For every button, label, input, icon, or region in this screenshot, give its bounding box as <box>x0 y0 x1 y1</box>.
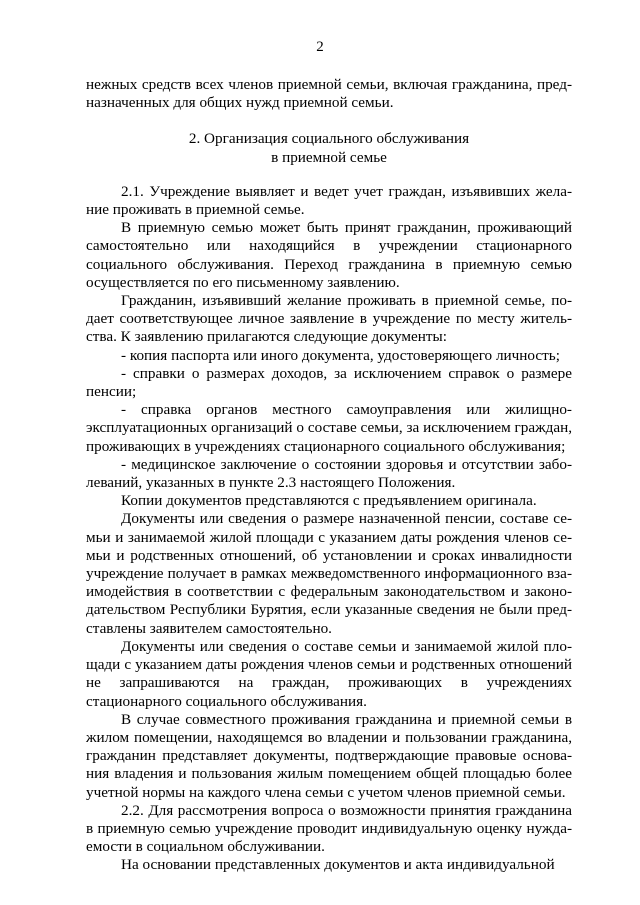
document-body <box>86 76 572 875</box>
paragraph-2-1: 2.1. Учреждение выявляет и ведет учет граждан, изъявивших желание проживать в приемной семье. <box>86 182 572 219</box>
paragraph-basis: На основании представленных документов и акта индивидуальной <box>121 856 555 874</box>
page-number: 2 <box>316 39 324 55</box>
paragraph-not-requested: Документы или сведения о составе семьи и занимаемой жилой площади с указанием даты рождения членов семьи и родственных отношений не запрашиваются на граждан, проживающих в учреждениях стационарного социального обслуживания. <box>86 637 572 710</box>
section-heading-line-1: 2. Организация социального обслуживания <box>188 130 470 148</box>
list-item-passport: - копия паспорта или иного документа, удостоверяющего личность; <box>121 346 560 364</box>
paragraph-2-2: 2.2. Для рассмотрения вопроса о возможности принятия гражданина в приемную семью учреждение проводит индивидуальную оценку нуждаемости в социальном обслуживании. <box>86 801 572 856</box>
list-item-income: - справки о размерах доходов, за исключением справок о размере пенсии; <box>86 364 572 401</box>
list-item-medical: - медицинское заключение о состоянии здоровья и отсутствии заболеваний, указанных в пункте 2.3 настоящего Положения. <box>86 455 572 492</box>
paragraph-application: Гражданин, изъявивший желание проживать в приемной семье, подает соответствующее личное заявление в учреждение по месту жительства. К заявлению прилагаются следующие документы: <box>86 292 572 346</box>
paragraph-copies: Копии документов представляются с предъявлением оригинала. <box>121 492 537 510</box>
intro-paragraph: нежных средств всех членов приемной семьи, включая гражданина, предназначенных для общих нужд приемной семьи. <box>86 76 572 112</box>
paragraph-admission: В приемную семью может быть принят гражданин, проживающий самостоятельно или находящийся в учреждении стационарного социального обслуживания. Переход гражданина в приемную семью осуществляется по его письменному заявлению. <box>86 219 572 291</box>
section-heading-line-2: в приемной семье <box>271 148 387 166</box>
paragraph-interagency: Документы или сведения о размере назначенной пенсии, составе семьи и занимаемой жилой площади с указанием даты рождения членов семьи и родственных отношений, об установлении и сроках инвалидности учреждение получает в рамках межведомственного информационного взаимодействия в соответствии с федеральным законодательством и законодательством Республики Бурятия, если указанные сведения не были представлены заявителем самостоятельно. <box>86 510 572 637</box>
paragraph-cohabitation: В случае совместного проживания гражданина и приемной семьи в жилом помещении, находящемся во владении и пользовании гражданина, гражданин представляет документы, подтверждающие правовые основания владения и пользования жилым помещением общей площадью более учетной нормы на каждого члена семьи с учетом членов приемной семьи. <box>86 710 572 801</box>
section-heading <box>86 130 572 166</box>
list-item-family-composition: - справка органов местного самоуправления или жилищно-эксплуатационных организаций о составе семьи, за исключением граждан, проживающих в учреждениях стационарного социального обслуживания; <box>86 401 572 455</box>
